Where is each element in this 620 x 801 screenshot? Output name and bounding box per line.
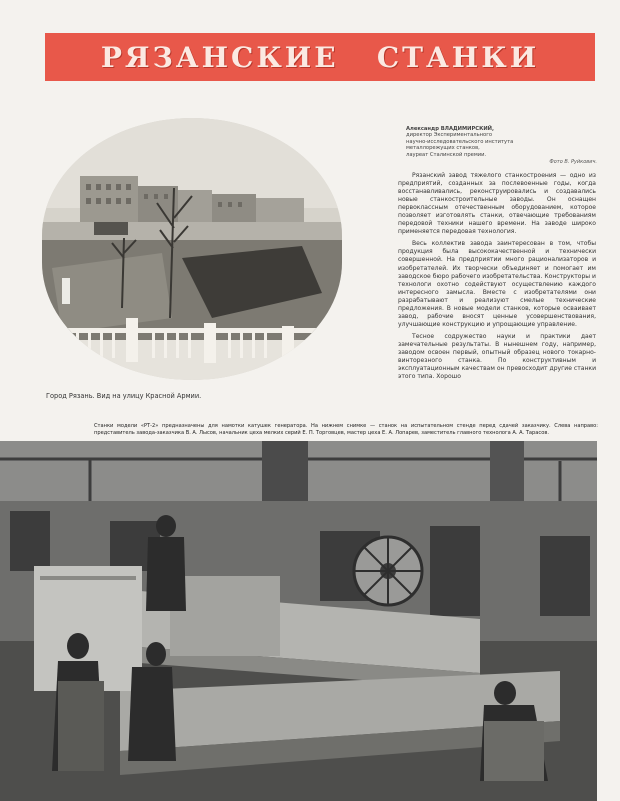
city-street-photo [42,118,342,380]
page-title: РЯЗАНСКИЕ СТАНКИ [100,40,540,74]
machine-photo-caption: Станки модели «РТ-2» предназначены для намотки катушек генератора. На нижнем снимке — станок на испытательном стенде перед сдачей заказчику. Слева направо: представитель завода-заказчика В. А. Лысов, начальник цеха мелких серий Е. П. Торговцев, мастер цеха Е. А. Лопарев, заместитель главного технолога А. А. Тарасов. [94,423,598,436]
author-role-line: научно-исследовательского института [406,138,514,145]
article-paragraph: Весь коллектив завода заинтересован в том, чтобы продукция была высококачественной и технически совершенной. На предприятии много рационализаторов и изобретателей. Их творчески объединяет и помогает им заводское бюро рабочего изобретательства. Конструкторы и технологи охотно содействуют осуществлению каждого интересного замысла. Вместе с изобретателями они разрабатывают и реализуют смелые технические предложения. В новые модели станков, которые осваивает завод, рабочие вносят ценные усовершенствования, улучшающие конструкцию и упрощающие управление. [398,240,596,328]
article-body [398,172,596,385]
photo-credit: Фото В. Руйкович. [549,159,597,165]
author-role-line: металлорежущих станков, [406,145,480,152]
author-role-line: лауреат Сталинской премии. [406,151,487,158]
author-name: Александр ВЛАДИМИРСКИЙ, [406,126,494,132]
author-block [406,126,596,158]
city-photo-caption: Город Рязань. Вид на улицу Красной Армии. [46,392,202,400]
article-paragraph: Тесное содружество науки и практики дает замечательные результаты. В нынешнем году, например, заводом освоен первый, опытный образец нового токарно-винторезного станка. По конструктивным и эксплуатационным качествам он превосходит другие станки этого типа. Хорошо [398,332,596,381]
author-role-line: директор Экспериментального [406,132,493,139]
article-paragraph: Рязанский завод тяжелого станкостроения — одно из предприятий, созданных за послевоенные годы, когда восстанавливались, реконструировались и создавались новые станкостроительные заводы. Он оснащен первоклассным отечественным оборудованием, которое позволяет изготовлять станки, отвечающие требованиям передовой техники нашего времени. На заводе широко применяется передовая технология. [398,172,596,236]
title-banner [45,33,595,81]
factory-floor-photo [0,441,597,801]
